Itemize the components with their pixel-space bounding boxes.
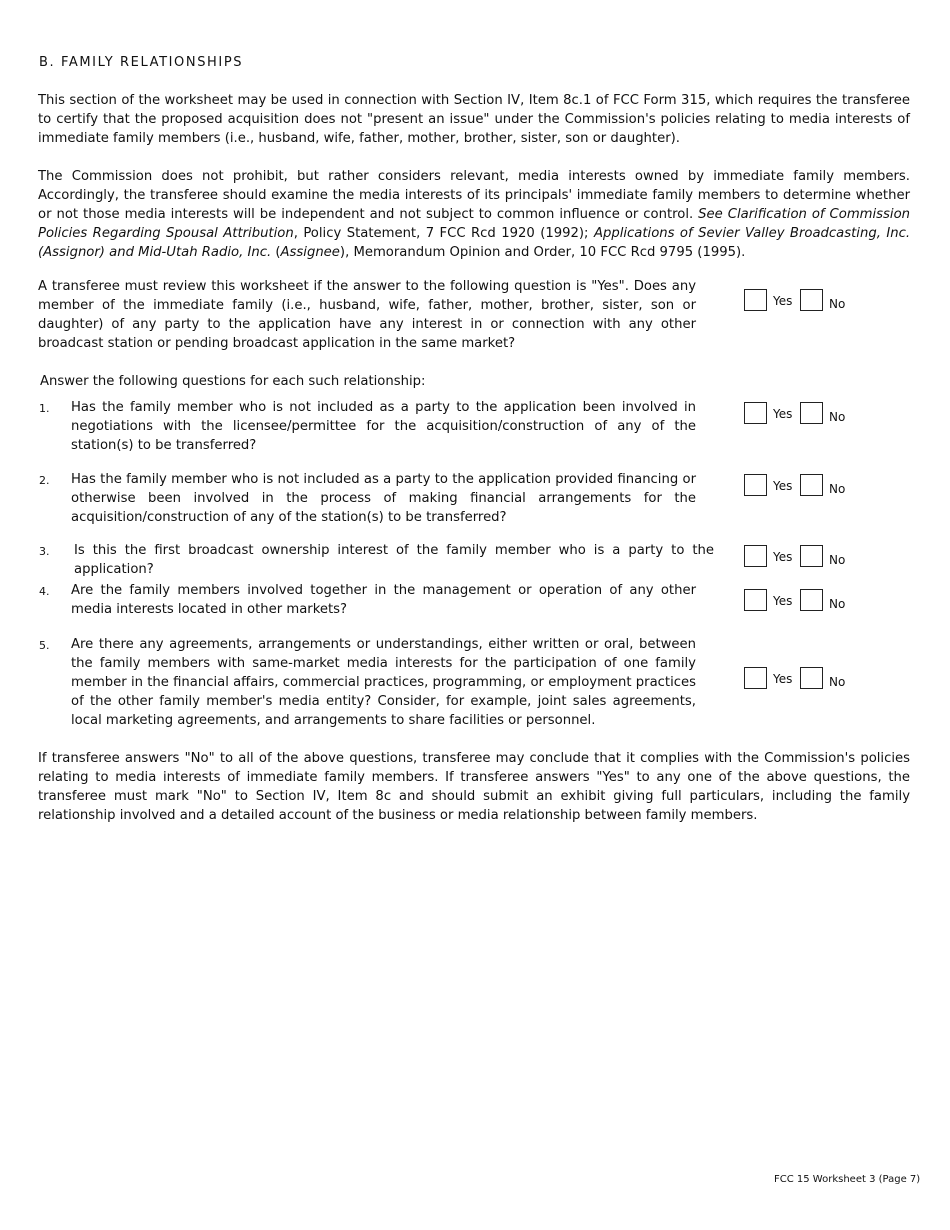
question-2-no-checkbox[interactable] xyxy=(800,474,823,496)
no-label: No xyxy=(829,410,846,424)
screening-yes-no xyxy=(744,289,854,313)
question-2-text: Has the family member who is not included as a party to the application provided financing or otherwise been involved in the process of making financial arrangements for the acquisition/construction of any of the station(s) to be transferred? xyxy=(71,472,696,525)
question-4-yes-checkbox[interactable] xyxy=(744,589,767,611)
question-number: 4. xyxy=(39,585,50,598)
yes-label: Yes xyxy=(773,479,793,493)
question-3-text: Is this the first broadcast ownership interest of the family member who is a party to the application? xyxy=(74,543,714,577)
question-5-text: Are there any agreements, arrangements or understandings, either written or oral, between the family members with same-market media interests for the participation of one family member in the financial affairs, commercial practices, programming, or employment practices of the other family member's media entity? Consider, for example, joint sales agreements, local marketing agreements, and arrangements to share facilities or personnel. xyxy=(71,637,696,728)
question-1-yes-checkbox[interactable] xyxy=(744,402,767,424)
intro-paragraph: This section of the worksheet may be used in connection with Section IV, Item 8c.1 of FCC Form 315, which requires the transferee to certify that the proposed acquisition does not "present an issue" under the Commission's policies relating to media interests of immediate family members (i.e., husband, wife, father, mother, brother, sister, son or daughter). xyxy=(38,93,910,146)
commission-paragraph xyxy=(38,167,910,262)
question-2-yes-checkbox[interactable] xyxy=(744,474,767,496)
intro2-text-3: ( xyxy=(271,245,281,260)
no-label: No xyxy=(829,553,846,567)
question-1-yes-no xyxy=(744,402,854,426)
intro2-text-4: ), Memorandum Opinion and Order, 10 FCC Rcd 9795 (1995). xyxy=(339,245,746,260)
citation-spousal: See Clarification of Commission Policies Regarding Spousal Attribution xyxy=(38,207,911,241)
screening-no-checkbox[interactable] xyxy=(800,289,823,311)
question-1-no-checkbox[interactable] xyxy=(800,402,823,424)
yes-label: Yes xyxy=(773,550,793,564)
yes-label: Yes xyxy=(773,294,793,308)
question-4-yes-no xyxy=(744,589,854,613)
yes-label: Yes xyxy=(773,672,793,686)
citation-assignee: Assignee xyxy=(280,245,340,260)
screening-yes-checkbox[interactable] xyxy=(744,289,767,311)
page-footer: FCC 15 Worksheet 3 (Page 7) xyxy=(774,1174,921,1185)
no-label: No xyxy=(829,482,846,496)
intro2-text-1: The Commission does not prohibit, but rather considers relevant, media interests owned by immediate family members. Accordingly, the transferee should examine the media interests of its principals' immediate family members to determine whether or not those media interests will be independent and not subject to common influence or control. xyxy=(38,169,910,222)
question-number: 1. xyxy=(39,402,50,415)
question-3-yes-no xyxy=(744,545,854,569)
screening-question: A transferee must review this worksheet if the answer to the following question is "Yes". Does any member of the immediate family (i.e., husband, wife, father, mother, brother, sister, son or daughter) of any party to the application have any interest in or connection with any other broadcast station or pending broadcast application in the same market? xyxy=(38,279,696,351)
intro2-text-2: , Policy Statement, 7 FCC Rcd 1920 (1992); xyxy=(293,226,594,241)
section-title: B. FAMILY RELATIONSHIPS xyxy=(39,55,244,70)
question-3-yes-checkbox[interactable] xyxy=(744,545,767,567)
no-label: No xyxy=(829,597,846,611)
question-3-no-checkbox[interactable] xyxy=(800,545,823,567)
question-5-yes-checkbox[interactable] xyxy=(744,667,767,689)
no-label: No xyxy=(829,297,846,311)
question-5-yes-no xyxy=(744,667,854,691)
question-4-no-checkbox[interactable] xyxy=(800,589,823,611)
question-number: 2. xyxy=(39,474,50,487)
question-2-yes-no xyxy=(744,474,854,498)
question-number: 5. xyxy=(39,639,50,652)
answer-instructions: Answer the following questions for each such relationship: xyxy=(40,374,426,389)
question-4-text: Are the family members involved together in the management or operation of any other media interests located in other markets? xyxy=(71,583,696,617)
question-number: 3. xyxy=(39,545,50,558)
question-1-text: Has the family member who is not included as a party to the application been involved in negotiations with the licensee/permittee for the acquisition/construction of any of the station(s) to be transferred? xyxy=(71,400,696,453)
closing-paragraph: If transferee answers "No" to all of the above questions, transferee may conclude that it complies with the Commission's policies relating to media interests of immediate family members. If transferee answers "Yes" to any one of the above questions, the transferee must mark "No" to Section IV, Item 8c and should submit an exhibit giving full particulars, including the family relationship involved and a detailed account of the business or media relationship between family members. xyxy=(38,751,910,823)
yes-label: Yes xyxy=(773,594,793,608)
yes-label: Yes xyxy=(773,407,793,421)
citation-sevier: Applications of Sevier Valley Broadcasting, Inc. (Assignor) and Mid-Utah Radio, Inc. xyxy=(38,226,911,260)
question-5-no-checkbox[interactable] xyxy=(800,667,823,689)
no-label: No xyxy=(829,675,846,689)
